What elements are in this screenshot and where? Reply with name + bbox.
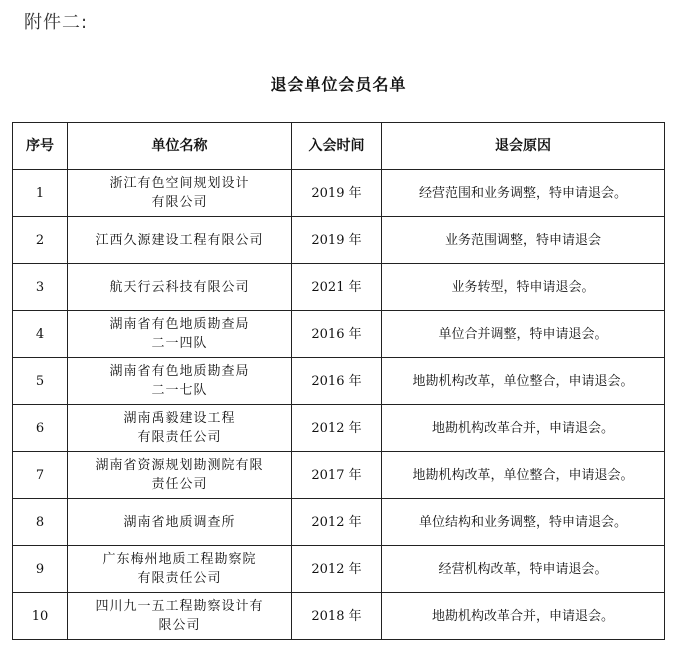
- table-row: [13, 358, 665, 405]
- cell-unit-name: [68, 405, 292, 452]
- table-row: [13, 264, 665, 311]
- cell-withdrawal-reason: 地勘机构改革合并，申请退会。: [382, 593, 665, 640]
- header-join-time: 入会时间: [292, 123, 382, 170]
- cell-serial-no: 9: [13, 546, 68, 593]
- unit-name-line: 限公司: [158, 618, 201, 633]
- unit-name-line: 江西久源建设工程有限公司: [95, 232, 264, 248]
- cell-serial-no: 8: [13, 499, 68, 546]
- cell-withdrawal-reason: 地勘机构改革，单位整合，申请退会。: [382, 358, 665, 405]
- cell-join-time: 2018 年: [292, 593, 382, 640]
- table-row: [13, 546, 665, 593]
- header-serial-no: 序号: [13, 123, 68, 170]
- unit-name-line: 浙江有色空间规划设计: [109, 176, 250, 191]
- cell-withdrawal-reason: 单位结构和业务调整，特申请退会。: [382, 499, 665, 546]
- cell-withdrawal-reason: 业务范围调整，特申请退会: [382, 217, 665, 264]
- cell-unit-name: [68, 593, 292, 640]
- cell-unit-name: [68, 170, 292, 217]
- cell-serial-no: 5: [13, 358, 68, 405]
- unit-name-line: 广东梅州地质工程勘察院: [102, 552, 257, 567]
- table-row: [13, 217, 665, 264]
- cell-serial-no: 3: [13, 264, 68, 311]
- cell-serial-no: 7: [13, 452, 68, 499]
- table-row: [13, 405, 665, 452]
- cell-unit-name: [68, 499, 292, 546]
- cell-withdrawal-reason: 经营机构改革，特申请退会。: [382, 546, 665, 593]
- unit-name-line: 湖南省地质调查所: [123, 514, 236, 530]
- cell-join-time: 2012 年: [292, 546, 382, 593]
- unit-name-line: 有限责任公司: [137, 571, 222, 586]
- cell-serial-no: 2: [13, 217, 68, 264]
- cell-unit-name: [68, 452, 292, 499]
- table-row: [13, 593, 665, 640]
- cell-join-time: 2019 年: [292, 170, 382, 217]
- cell-withdrawal-reason: 经营范围和业务调整，特申请退会。: [382, 170, 665, 217]
- unit-name-line: 责任公司: [151, 477, 208, 492]
- attachment-label: 附件二:: [24, 12, 89, 33]
- cell-unit-name: [68, 217, 292, 264]
- cell-join-time: 2016 年: [292, 311, 382, 358]
- cell-unit-name: [68, 546, 292, 593]
- table-row: [13, 499, 665, 546]
- table-row: [13, 170, 665, 217]
- member-withdrawal-table: [12, 122, 665, 640]
- table-row: [13, 311, 665, 358]
- cell-withdrawal-reason: 单位合并调整，特申请退会。: [382, 311, 665, 358]
- unit-name-line: 有限公司: [151, 195, 208, 210]
- cell-withdrawal-reason: 地勘机构改革，单位整合，申请退会。: [382, 452, 665, 499]
- cell-serial-no: 6: [13, 405, 68, 452]
- unit-name-line: 湖南省资源规划勘测院有限: [95, 458, 264, 473]
- header-withdrawal-reason: 退会原因: [382, 123, 665, 170]
- page-title: 退会单位会员名单: [270, 75, 407, 94]
- unit-name-line: 二一四队: [151, 336, 208, 351]
- unit-name-line: 湖南省有色地质勘查局: [109, 364, 250, 379]
- cell-join-time: 2012 年: [292, 499, 382, 546]
- header-unit-name: 单位名称: [68, 123, 292, 170]
- cell-join-time: 2016 年: [292, 358, 382, 405]
- cell-join-time: 2017 年: [292, 452, 382, 499]
- unit-name-line: 二一七队: [151, 383, 208, 398]
- table-header-row: [13, 123, 665, 170]
- cell-serial-no: 10: [13, 593, 68, 640]
- cell-unit-name: [68, 358, 292, 405]
- table-row: [13, 452, 665, 499]
- cell-unit-name: [68, 311, 292, 358]
- unit-name-line: 航天行云科技有限公司: [109, 279, 250, 295]
- cell-join-time: 2012 年: [292, 405, 382, 452]
- unit-name-line: 有限责任公司: [137, 430, 222, 445]
- unit-name-line: 湖南省有色地质勘查局: [109, 317, 250, 332]
- cell-withdrawal-reason: 地勘机构改革合并，申请退会。: [382, 405, 665, 452]
- unit-name-line: 湖南禹毅建设工程: [123, 411, 236, 426]
- cell-serial-no: 4: [13, 311, 68, 358]
- unit-name-line: 四川九一五工程勘察设计有: [95, 599, 264, 614]
- cell-unit-name: [68, 264, 292, 311]
- cell-withdrawal-reason: 业务转型，特申请退会。: [382, 264, 665, 311]
- cell-serial-no: 1: [13, 170, 68, 217]
- cell-join-time: 2021 年: [292, 264, 382, 311]
- cell-join-time: 2019 年: [292, 217, 382, 264]
